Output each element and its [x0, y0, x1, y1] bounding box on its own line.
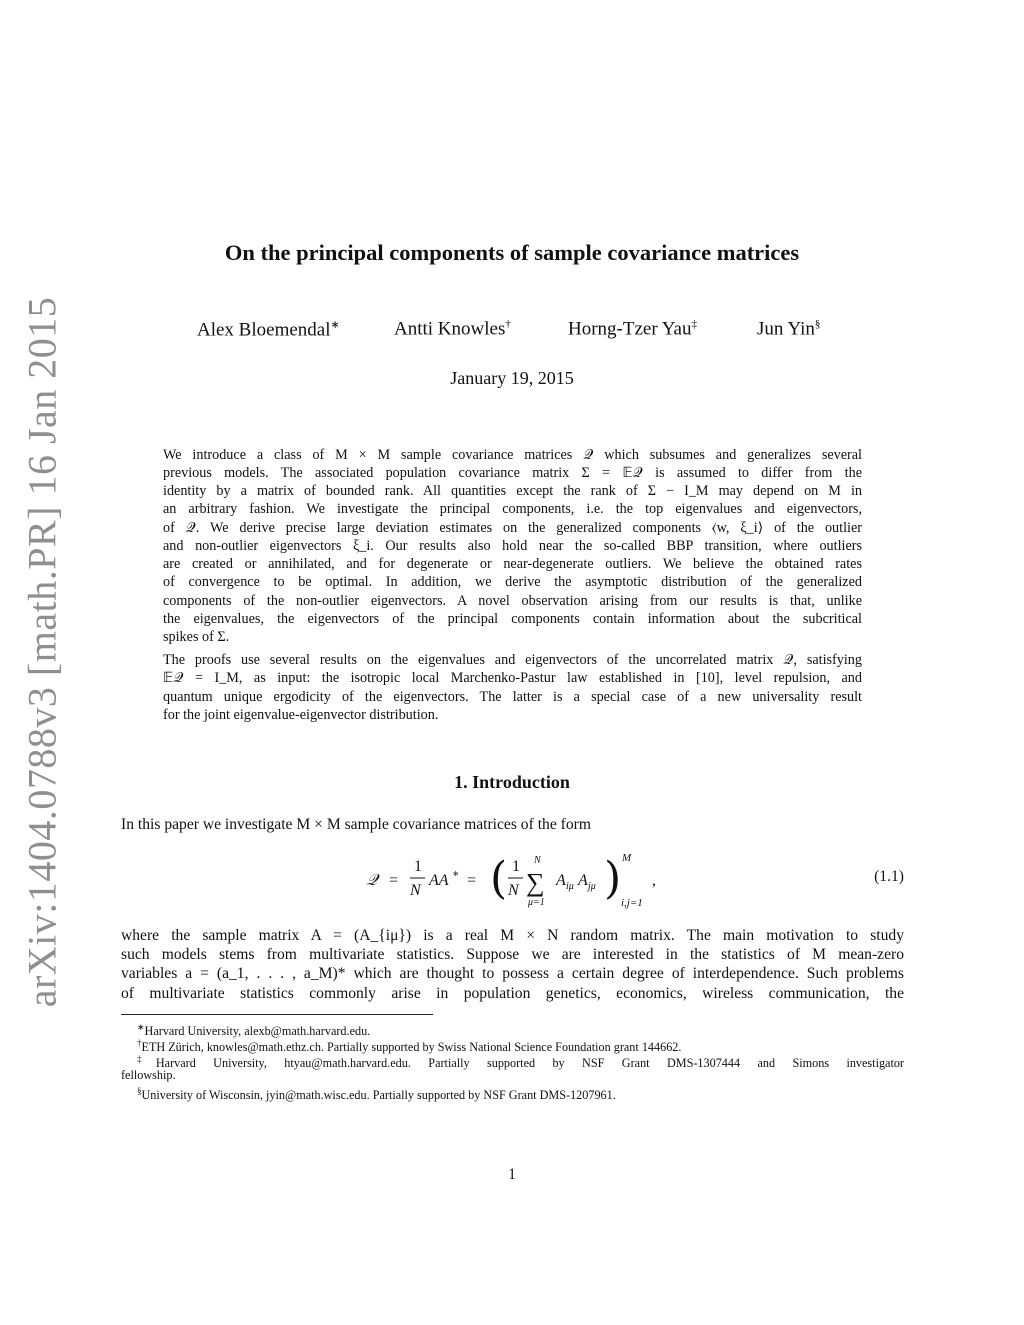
- svg-text:N: N: [508, 882, 519, 899]
- svg-text:iμ: iμ: [566, 881, 574, 892]
- svg-text:A: A: [556, 872, 566, 889]
- body-line: such models stems from multivariate statistics. Suppose we are interested in the statistics of M mean-zero: [121, 946, 904, 963]
- svg-text:=: =: [467, 872, 477, 889]
- svg-text:1: 1: [414, 858, 422, 875]
- abstract-line: of convergence to be optimal. In addition, we derive the asymptotic distribution of the generalized: [163, 574, 862, 590]
- body-line: In this paper we investigate M × M sample covariance matrices of the form: [121, 816, 591, 833]
- equation-number: (1.1): [874, 868, 904, 885]
- arxiv-identifier: arXiv:1404.0788v3 [math.PR] 16 Jan 2015: [19, 296, 65, 1008]
- footnote: §University of Wisconsin, jyin@math.wisc.edu. Partially supported by NSF Grant DMS-1207961.: [137, 1086, 616, 1103]
- abstract-line: of 𝒬. We derive precise large deviation estimates on the generalized components ⟨w, ξ_i⟩ of the outlier: [163, 520, 862, 536]
- svg-text:AA: AA: [429, 872, 449, 889]
- abstract-line: The proofs use several results on the eigenvalues and eigenvectors of the uncorrelated matrix 𝒬, satisfying: [163, 652, 862, 668]
- footnote: ∗Harvard University, alexb@math.harvard.edu.: [137, 1022, 371, 1039]
- svg-text:∗: ∗: [452, 868, 460, 880]
- body-line: of multivariate statistics commonly arise in population genetics, economics, wireless communication, the: [121, 985, 904, 1002]
- svg-text:M: M: [622, 852, 632, 864]
- abstract-line: the eigenvalues, the eigenvectors of the principal components contain information about the subcritical: [163, 611, 862, 627]
- abstract-line: We introduce a class of M × M sample covariance matrices 𝒬 which subsumes and generalizes several: [163, 447, 862, 463]
- paper-date: January 19, 2015: [450, 368, 574, 388]
- footnote: †ETH Zürich, knowles@math.ethz.ch. Partially supported by Swiss National Science Foundation grant 144662.: [137, 1038, 682, 1055]
- svg-text:jμ: jμ: [588, 881, 596, 892]
- paper-title: On the principal components of sample covariance matrices: [224, 240, 800, 265]
- svg-text:): ): [604, 853, 622, 904]
- author-4: Jun Yin§: [757, 318, 821, 340]
- abstract-line: identity by a matrix of bounded rank. All quantities except the rank of Σ − I_M may depend on M in: [163, 483, 862, 499]
- equation-1-1: [0, 848, 1024, 914]
- footnote: fellowship.: [121, 1068, 176, 1082]
- abstract-line: quantum unique ergodicity of the eigenvectors. The latter is a special case of a new universality result: [163, 689, 862, 705]
- abstract-line: 𝔼𝒬 = I_M, as input: the isotropic local Marchenko-Pastur law established in [10], level repulsion, and: [163, 670, 862, 686]
- body-line: variables a = (a_1, . . . , a_M)* which are thought to possess a certain degree of interdependence. Such problems: [121, 965, 904, 982]
- footnote: ‡Harvard University, htyau@math.harvard.edu. Partially supported by NSF Grant DMS-1307444 and Simons investigator: [137, 1054, 904, 1071]
- abstract-line: and non-outlier eigenvectors ξ_i. Our results also hold near the so-called BBP transition, where outliers: [163, 538, 862, 554]
- svg-text:N: N: [534, 855, 541, 866]
- author-1: Alex Bloemendal∗: [197, 319, 340, 341]
- abstract-line: an arbitrary fashion. We investigate the principal components, i.e. the top eigenvalues and eigenvectors,: [163, 501, 862, 517]
- abstract-line: components of the non-outlier eigenvectors. A novel observation arising from our results is that, unlike: [163, 593, 862, 609]
- abstract-line: previous models. The associated population covariance matrix Σ = 𝔼𝒬 is assumed to differ from the: [163, 465, 862, 481]
- svg-text:1: 1: [512, 858, 520, 875]
- body-line: where the sample matrix A = (A_{iμ}) is a real M × N random matrix. The main motivation to study: [121, 927, 904, 944]
- svg-text:i,j=1: i,j=1: [621, 897, 643, 909]
- arxiv-stamp: [0, 0, 70, 1325]
- svg-text:,: ,: [652, 872, 656, 889]
- author-2: Antti Knowles†: [394, 318, 511, 340]
- abstract-line: spikes of Σ.: [163, 629, 230, 645]
- svg-text:N: N: [410, 882, 421, 899]
- svg-text:∑: ∑: [526, 868, 545, 897]
- section-heading: 1. Introduction: [454, 772, 570, 792]
- svg-text:=: =: [389, 872, 399, 889]
- footnote-rule: [121, 1014, 433, 1015]
- svg-text:μ=1: μ=1: [528, 897, 545, 908]
- abstract-line: are created or annihilated, and for degenerate or near-degenerate outliers. We believe the obtained rates: [163, 556, 862, 572]
- svg-text:A: A: [578, 872, 588, 889]
- author-3: Horng-Tzer Yau‡: [568, 318, 697, 340]
- svg-text:(: (: [490, 853, 508, 904]
- page-number: 1: [508, 1166, 516, 1183]
- svg-text:𝒬: 𝒬: [366, 872, 378, 889]
- abstract-line: for the joint eigenvalue-eigenvector distribution.: [163, 707, 439, 723]
